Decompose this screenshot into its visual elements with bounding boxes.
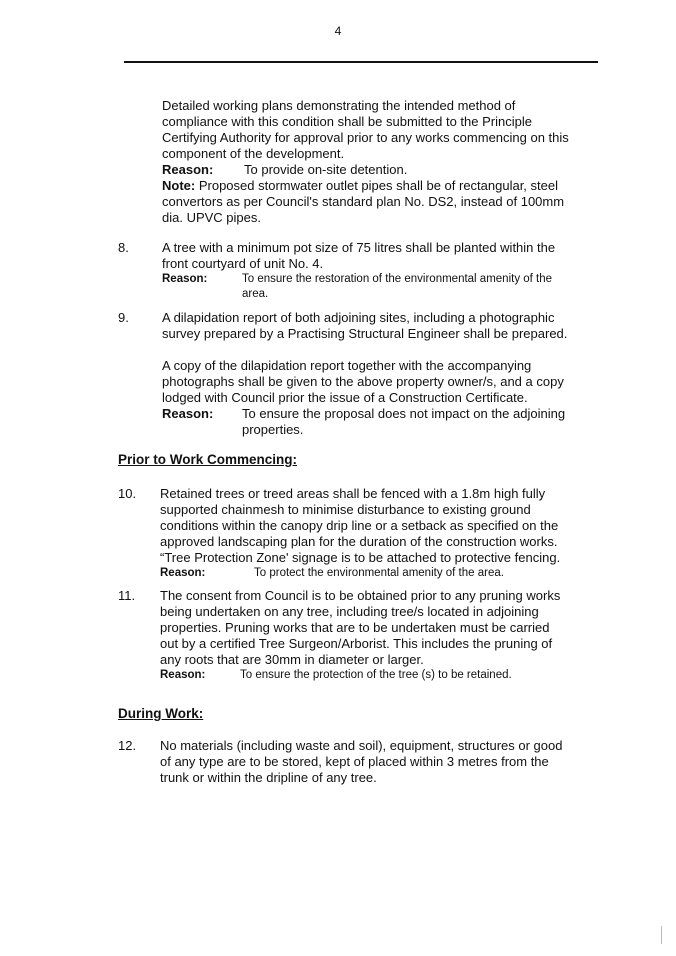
item-line: trunk or within the dripline of any tree. [160, 770, 377, 785]
item-9 [162, 310, 594, 438]
intro-line: compliance with this condition shall be submitted to the Principle [162, 114, 532, 129]
note-line: dia. UPVC pipes. [162, 210, 261, 225]
item-line: Retained trees or treed areas shall be fenced with a 1.8m high fully [160, 486, 546, 501]
item-10-reason [160, 566, 594, 581]
item-line: A tree with a minimum pot size of 75 litres shall be planted within the [162, 240, 556, 255]
reason-label: Reason: [160, 567, 206, 579]
item-line: being undertaken on any tree, including tree/s located in adjoining [160, 604, 539, 619]
item-line: photographs shall be given to the above property owner/s, and a copy [162, 374, 564, 389]
item-number: 8. [118, 240, 129, 255]
reason-line: area. [242, 288, 269, 300]
item-line: The consent from Council is to be obtained prior to any pruning works [160, 588, 561, 603]
item-line: No materials (including waste and soil), equipment, structures or good [160, 738, 563, 753]
intro-line: Detailed working plans demonstrating the intended method of [162, 98, 516, 113]
section-heading-during: During Work: [118, 706, 204, 721]
item-line: lodged with Council prior the issue of a Construction Certificate. [162, 390, 528, 405]
reason-text [242, 272, 594, 302]
item-line: conditions within the canopy drip line or a setback as specified on the [160, 518, 559, 533]
reason-label: Reason: [160, 669, 206, 681]
section-heading-prior: Prior to Work Commencing: [118, 452, 298, 467]
item-line: properties. Pruning works that are to be undertaken must be carried [160, 620, 550, 635]
item-11-reason [160, 668, 594, 683]
note-line: convertors as per Council's standard plan No. DS2, instead of 100mm [162, 194, 565, 209]
reason-label: Reason: [162, 162, 214, 177]
item-number: 11. [118, 588, 136, 603]
note-line: Proposed stormwater outlet pipes shall be of rectangular, steel [198, 178, 558, 193]
reason-line: To ensure the proposal does not impact on the adjoining [242, 406, 566, 421]
item-line: approved landscaping plan for the duration of the construction works. [160, 534, 558, 549]
item-12 [160, 738, 594, 786]
item-line: any roots that are 30mm in diameter or larger. [160, 652, 424, 667]
header-rule [124, 61, 598, 63]
reason-label: Reason: [162, 406, 214, 421]
item-number: 9. [118, 310, 129, 325]
item-number: 12. [118, 738, 137, 753]
intro-note [162, 178, 592, 194]
item-11 [160, 588, 594, 683]
intro-paragraph [162, 98, 592, 226]
item-8 [162, 240, 594, 302]
item-line: A copy of the dilapidation report together with the accompanying [162, 358, 532, 373]
reason-label: Reason: [162, 273, 208, 285]
item-9-reason [162, 406, 594, 438]
reason-text: To provide on-site detention. [244, 162, 408, 177]
scan-mark [661, 926, 662, 944]
page-number: 4 [334, 24, 342, 38]
reason-text: To ensure the protection of the tree (s) to be retained. [240, 669, 512, 681]
item-line: A dilapidation report of both adjoining sites, including a photographic [162, 310, 555, 325]
intro-line: Certifying Authority for approval prior to any works commencing on this [162, 130, 569, 145]
item-line: survey prepared by a Practising Structural Engineer shall be prepared. [162, 326, 568, 341]
intro-line: component of the development. [162, 146, 345, 161]
item-8-reason [162, 272, 594, 302]
item-line: supported chainmesh to minimise disturbance to existing ground [160, 502, 531, 517]
item-number: 10. [118, 486, 137, 501]
reason-text: To protect the environmental amenity of the area. [254, 567, 504, 579]
item-line: “Tree Protection Zone' signage is to be attached to protective fencing. [160, 550, 561, 565]
item-line: of any type are to be stored, kept of placed within 3 metres from the [160, 754, 549, 769]
item-line: out by a certified Tree Surgeon/Arborist. This includes the pruning of [160, 636, 553, 651]
item-line: front courtyard of unit No. 4. [162, 256, 324, 271]
note-label: Note: [162, 178, 196, 193]
reason-line: To ensure the restoration of the environmental amenity of the [242, 273, 553, 285]
intro-reason [162, 162, 592, 178]
reason-text [242, 406, 594, 438]
item-10 [160, 486, 594, 581]
reason-line: properties. [242, 422, 304, 437]
